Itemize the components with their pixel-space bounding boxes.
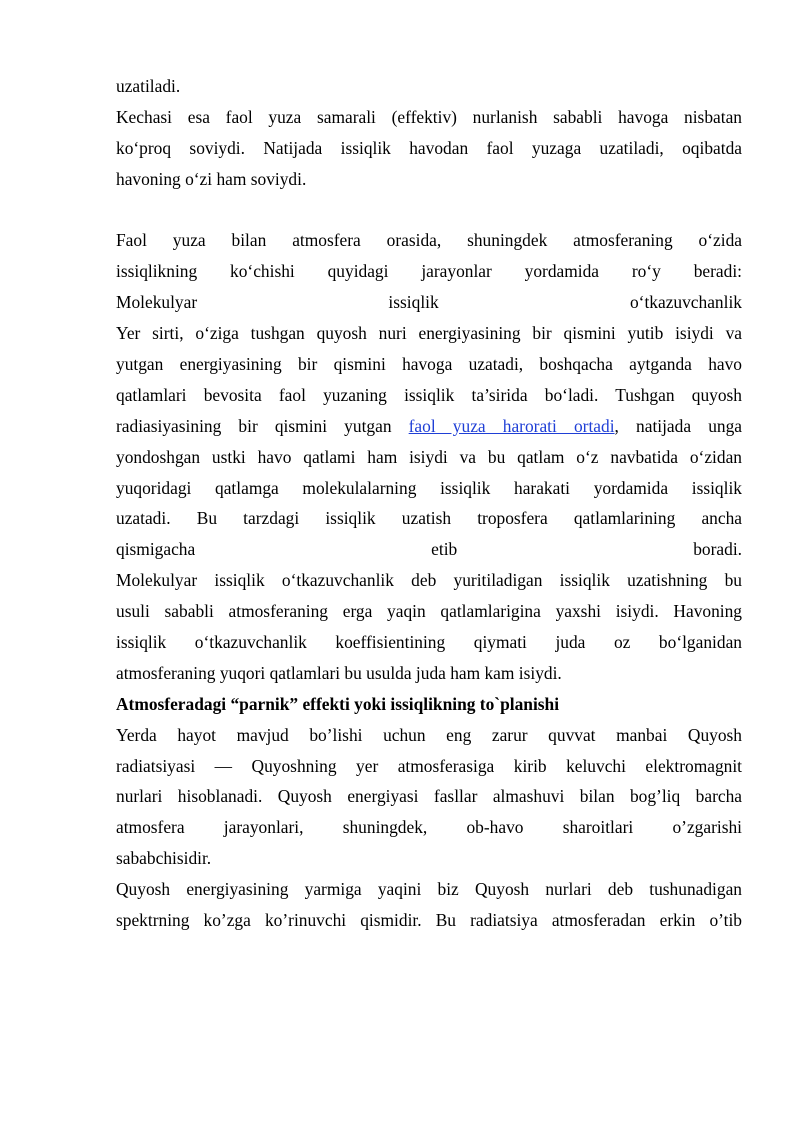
text-line: yutgan energiyasining bir qismini havoga uzatadi, boshqacha aytganda havo <box>116 354 742 375</box>
text-line: uzatadi. Bu tarzdagi issiqlik uzatish troposfera qatlamlarining ancha <box>116 508 742 529</box>
section-heading: Atmosferadagi “parnik” effekti yoki issiqlikning to`planishi <box>116 693 560 714</box>
text-line: qismigacha etib boradi. <box>116 539 742 560</box>
hyperlink-faol-yuza[interactable]: faol yuza harorati ortadi <box>408 415 615 436</box>
text-line: Kechasi esa faol yuza samarali (effektiv) nurlanish sababli havoga nisbatan <box>116 106 742 127</box>
text-line: qatlamlari bevosita faol yuzaning issiqlik ta’sirida bo‘ladi. Tushgan quyosh <box>116 384 742 405</box>
text-line: Molekulyar issiqlik o‘tkazuvchanlik <box>116 292 742 313</box>
paragraph-gap <box>116 195 742 226</box>
text-line: ko‘proq soviydi. Natijada issiqlik havodan faol yuzaga uzatiladi, oqibatda <box>116 137 742 158</box>
text-line: nurlari hisoblanadi. Quyosh energiyasi fasllar almashuvi bilan bog’liq barcha <box>116 786 742 807</box>
text-line-with-link <box>116 411 742 442</box>
text-line: spektrning ko’zga ko’rinuvchi qismidir. Bu radiatsiya atmosferadan erkin o’tib <box>116 910 742 931</box>
text-line: yuqoridagi qatlamga molekulalarning issiqlik harakati yordamida issiqlik <box>116 477 742 498</box>
text-line: atmosferaning yuqori qatlamlari bu usulda juda ham kam isiydi. <box>116 662 562 683</box>
document-page <box>116 71 742 936</box>
text-line: Molekulyar issiqlik o‘tkazuvchanlik deb yuritiladigan issiqlik uzatishning bu <box>116 570 742 591</box>
text-line: Quyosh energiyasining yarmiga yaqini biz Quyosh nurlari deb tushunadigan <box>116 879 742 900</box>
text-line: havoning o‘zi ham soviydi. <box>116 168 307 189</box>
text-segment: radiasiyasining bir qismini yutgan <box>116 415 409 436</box>
text-line: sababchisidir. <box>116 848 212 869</box>
text-line: yondoshgan ustki havo qatlami ham isiydi va bu qatlam o‘z navbatida o‘zidan <box>116 446 742 467</box>
text-line: uzatiladi. <box>116 76 181 96</box>
text-line: issiqlik o‘tkazuvchanlik koeffisientining qiymati juda oz bo‘lganidan <box>116 632 742 653</box>
text-line: Yer sirti, o‘ziga tushgan quyosh nuri energiyasining bir qismini yutib isiydi va <box>116 323 742 344</box>
text-line: issiqlikning ko‘chishi quyidagi jarayonlar yordamida ro‘y beradi: <box>116 261 742 282</box>
text-line: radiatsiyasi — Quyoshning yer atmosferasiga kirib keluvchi elektromagnit <box>116 755 742 776</box>
text-line: usuli sababli atmosferaning erga yaqin qatlamlarigina yaxshi isiydi. Havoning <box>116 601 742 622</box>
text-line: Yerda hayot mavjud bo’lishi uchun eng zarur quvvat manbai Quyosh <box>116 724 742 745</box>
text-segment: , natijada unga <box>614 415 743 436</box>
text-line: Faol yuza bilan atmosfera orasida, shuningdek atmosferaning o‘zida <box>116 230 742 251</box>
text-line: atmosfera jarayonlari, shuningdek, ob-havo sharoitlari o’zgarishi <box>116 817 742 838</box>
